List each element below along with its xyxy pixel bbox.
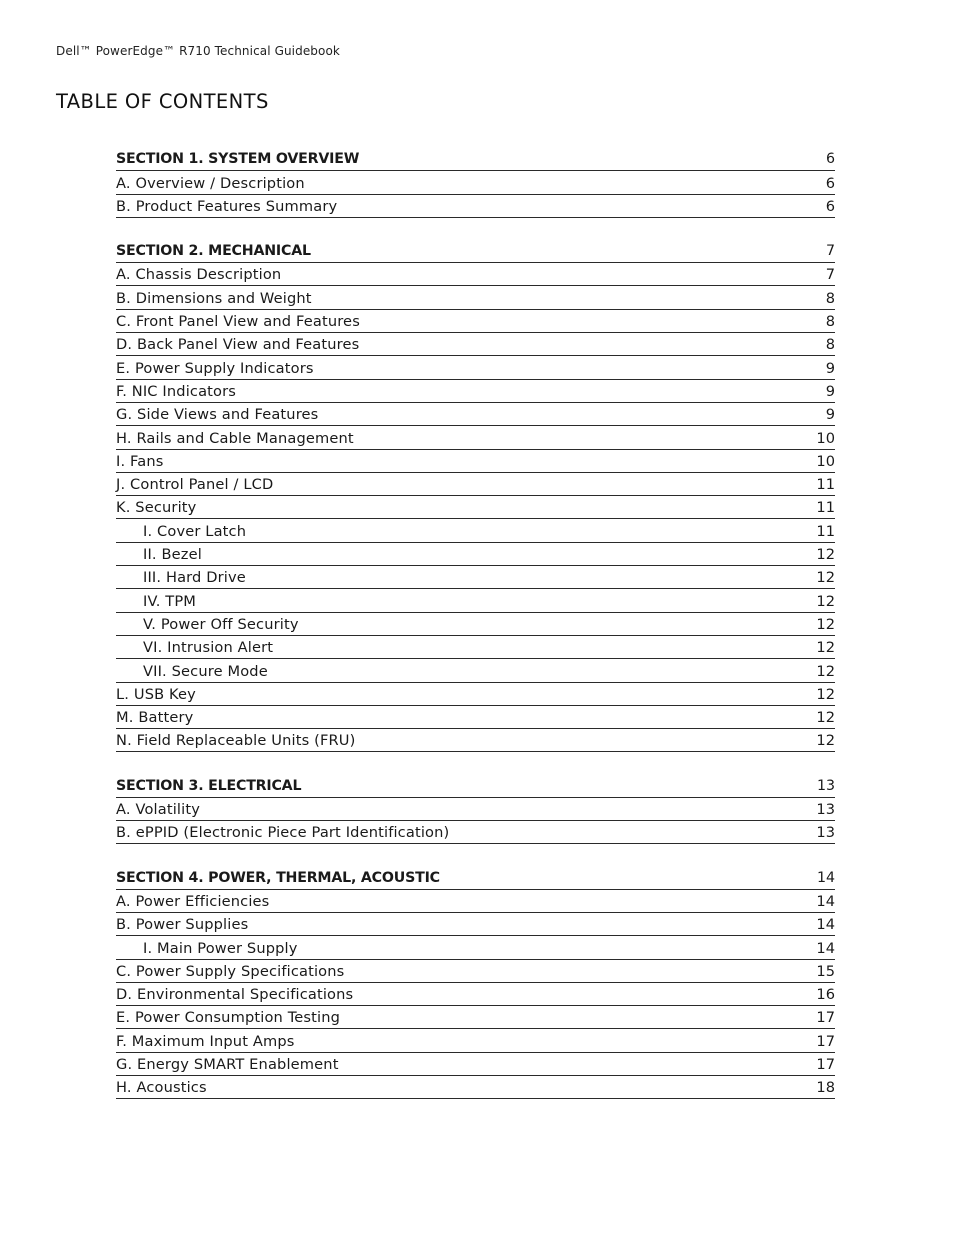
toc-section-heading[interactable]: [116, 866, 835, 889]
toc-page-number: 14: [816, 916, 835, 934]
toc-entry-label: II. Bezel: [143, 546, 202, 564]
toc-entry-label: B. Power Supplies: [116, 916, 249, 934]
toc-entry[interactable]: [116, 613, 835, 636]
toc-entry-label: C. Power Supply Specifications: [116, 962, 345, 980]
toc-entry[interactable]: [116, 566, 835, 589]
toc-entry-label: V. Power Off Security: [143, 615, 299, 633]
toc-page-number: 8: [825, 313, 835, 331]
toc-page-number: 7: [825, 266, 835, 284]
toc-entry-label: H. Acoustics: [116, 1079, 207, 1097]
toc-entry[interactable]: [116, 729, 835, 752]
toc-page-number: 13: [816, 777, 835, 794]
toc-entry-label: C. Front Panel View and Features: [116, 313, 360, 331]
toc-entry-label: M. Battery: [116, 709, 194, 727]
toc-page-number: 12: [816, 639, 835, 657]
toc-entry[interactable]: [116, 356, 835, 379]
toc-page-number: 6: [825, 174, 835, 192]
toc-page-number: 11: [816, 522, 835, 540]
toc-section-title: SECTION 4. POWER, THERMAL, ACOUSTIC: [116, 869, 440, 886]
toc-page-number: 14: [816, 869, 835, 886]
toc-entry[interactable]: [116, 913, 835, 936]
toc-entry-label: B. Product Features Summary: [116, 197, 338, 215]
toc-section: [116, 774, 835, 844]
toc-entry-label: I. Fans: [116, 452, 164, 470]
toc-entry-label: N. Field Replaceable Units (FRU): [116, 732, 356, 750]
toc-section-title: SECTION 1. SYSTEM OVERVIEW: [116, 151, 360, 168]
toc-entry-label: J. Control Panel / LCD: [116, 476, 274, 494]
toc-entry-label: III. Hard Drive: [143, 569, 246, 587]
toc-section: [116, 148, 835, 218]
toc-entry[interactable]: [116, 195, 835, 218]
toc-section-title: SECTION 2. MECHANICAL: [116, 243, 311, 260]
toc-page-number: 13: [816, 801, 835, 819]
toc-entry[interactable]: [116, 1076, 835, 1099]
toc-entry-label: K. Security: [116, 499, 197, 517]
toc-entry-label: E. Power Supply Indicators: [116, 359, 314, 377]
toc-entry[interactable]: [116, 286, 835, 309]
toc-entry[interactable]: [116, 380, 835, 403]
toc-entry-label: IV. TPM: [143, 592, 197, 610]
toc-page-number: 11: [816, 476, 835, 494]
toc-entry[interactable]: [116, 333, 835, 356]
toc-entry[interactable]: [116, 426, 835, 449]
toc-entry[interactable]: [116, 310, 835, 333]
toc-entry[interactable]: [116, 706, 835, 729]
toc-entry[interactable]: [116, 936, 835, 959]
toc-section: [116, 240, 835, 753]
toc-entry-label: A. Power Efficiencies: [116, 892, 270, 910]
toc-entry[interactable]: [116, 636, 835, 659]
toc-entry-label: VI. Intrusion Alert: [143, 639, 274, 657]
toc-page-number: 17: [816, 1055, 835, 1073]
toc-entry-label: G. Energy SMART Enablement: [116, 1055, 339, 1073]
toc-entry[interactable]: [116, 683, 835, 706]
toc-page-number: 12: [816, 546, 835, 564]
toc-page-number: 6: [825, 151, 835, 168]
toc-entry-label: A. Overview / Description: [116, 174, 305, 192]
toc-page-number: 9: [825, 359, 835, 377]
toc-entry-label: A. Volatility: [116, 801, 200, 819]
toc-section: [116, 866, 835, 1099]
toc-entry-label: A. Chassis Description: [116, 266, 282, 284]
toc-page-number: 18: [816, 1079, 835, 1097]
toc-page-number: 12: [816, 662, 835, 680]
toc-page-number: 6: [825, 197, 835, 215]
toc-page-number: 9: [825, 382, 835, 400]
toc-entry[interactable]: [116, 403, 835, 426]
toc-page-number: 11: [816, 499, 835, 517]
toc-entry-label: D. Back Panel View and Features: [116, 336, 360, 354]
toc-page-number: 9: [825, 406, 835, 424]
toc-entry[interactable]: [116, 960, 835, 983]
toc-page-number: 15: [816, 962, 835, 980]
toc-page-number: 12: [816, 592, 835, 610]
toc-entry[interactable]: [116, 1006, 835, 1029]
toc-entry[interactable]: [116, 519, 835, 542]
toc-entry[interactable]: [116, 543, 835, 566]
table-of-contents: [116, 148, 835, 1121]
toc-section-heading[interactable]: [116, 148, 835, 171]
toc-entry-label: I. Main Power Supply: [143, 939, 298, 957]
toc-entry-label: D. Environmental Specifications: [116, 986, 354, 1004]
toc-page-number: 17: [816, 1032, 835, 1050]
toc-entry[interactable]: [116, 171, 835, 194]
toc-page-number: 8: [825, 336, 835, 354]
toc-page-number: 12: [816, 615, 835, 633]
toc-entry-label: F. NIC Indicators: [116, 382, 237, 400]
toc-section-title: SECTION 3. ELECTRICAL: [116, 777, 302, 794]
toc-page-number: 13: [816, 824, 835, 842]
toc-entry[interactable]: [116, 263, 835, 286]
toc-page-number: 16: [816, 986, 835, 1004]
toc-page-number: 14: [816, 892, 835, 910]
toc-page-number: 12: [816, 732, 835, 750]
toc-entry[interactable]: [116, 983, 835, 1006]
toc-page-number: 8: [825, 289, 835, 307]
toc-entry[interactable]: [116, 1053, 835, 1076]
toc-entry[interactable]: [116, 589, 835, 612]
toc-entry[interactable]: [116, 473, 835, 496]
toc-entry-label: E. Power Consumption Testing: [116, 1009, 341, 1027]
toc-page-number: 7: [825, 243, 835, 260]
toc-page-number: 17: [816, 1009, 835, 1027]
toc-page-number: 10: [816, 429, 835, 447]
toc-entry-label: B. Dimensions and Weight: [116, 289, 312, 307]
toc-entry-label: I. Cover Latch: [143, 522, 247, 540]
running-header: Dell™ PowerEdge™ R710 Technical Guidebook: [56, 44, 340, 58]
toc-entry[interactable]: [116, 659, 835, 682]
toc-entry[interactable]: [116, 1029, 835, 1052]
toc-page-number: 12: [816, 709, 835, 727]
toc-section-heading[interactable]: [116, 240, 835, 263]
toc-entry-label: G. Side Views and Features: [116, 406, 319, 424]
toc-section-heading[interactable]: [116, 774, 835, 797]
toc-page-number: 12: [816, 685, 835, 703]
toc-entry-label: F. Maximum Input Amps: [116, 1032, 295, 1050]
toc-entry[interactable]: [116, 821, 835, 844]
toc-entry-label: L. USB Key: [116, 685, 196, 703]
toc-entry[interactable]: [116, 798, 835, 821]
toc-entry[interactable]: [116, 496, 835, 519]
toc-entry[interactable]: [116, 450, 835, 473]
toc-entry-label: H. Rails and Cable Management: [116, 429, 354, 447]
toc-entry-label: VII. Secure Mode: [143, 662, 268, 680]
toc-entry-label: B. ePPID (Electronic Piece Part Identification): [116, 824, 450, 842]
toc-entry[interactable]: [116, 890, 835, 913]
toc-page-number: 12: [816, 569, 835, 587]
page-title: TABLE OF CONTENTS: [56, 90, 269, 113]
toc-page-number: 14: [816, 939, 835, 957]
toc-page-number: 10: [816, 452, 835, 470]
